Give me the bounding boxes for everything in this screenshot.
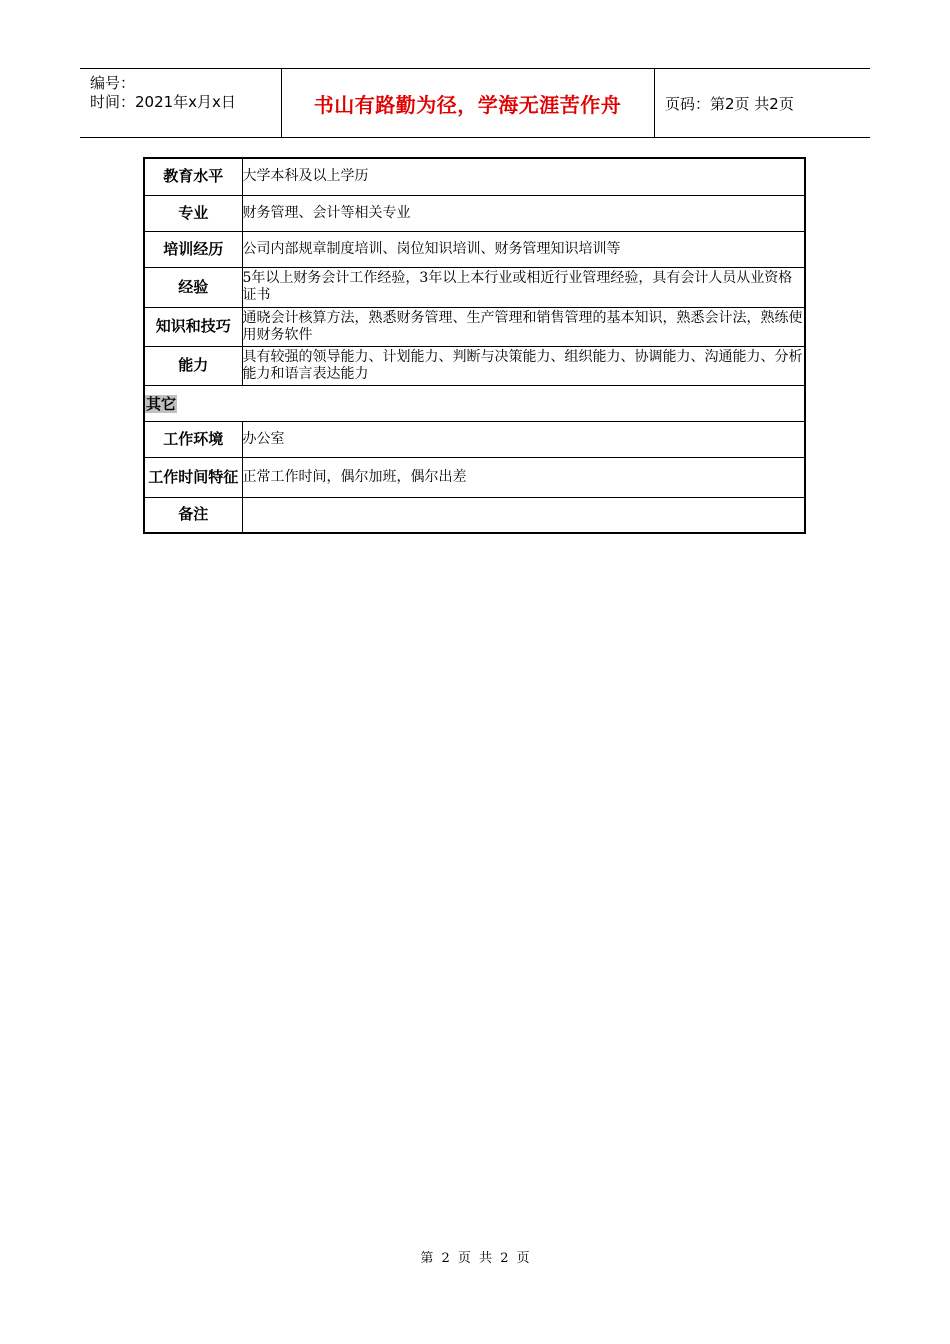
table-row: [144, 195, 805, 231]
row-value: 5年以上财务会计工作经验，3年以上本行业或相近行业管理经验，具有会计人员从业资格证书: [242, 267, 805, 307]
table-row: [144, 457, 805, 497]
row-label: 知识和技巧: [144, 307, 242, 346]
page-header: [80, 68, 870, 138]
row-label: 工作时间特征: [144, 457, 242, 497]
row-value: 公司内部规章制度培训、岗位知识培训、财务管理知识培训等: [242, 231, 805, 267]
header-left-cell: [80, 69, 282, 137]
row-value: 财务管理、会计等相关专业: [242, 195, 805, 231]
header-motto: 书山有路勤为径，学海无涯苦作舟: [313, 92, 622, 117]
job-requirements-table: [143, 157, 806, 534]
page-footer: 第 2 页 共 2 页: [420, 1251, 530, 1266]
document-number-label: 编号：: [90, 74, 136, 92]
row-value: 办公室: [242, 421, 805, 457]
table-row: [144, 267, 805, 307]
row-value: 通晓会计核算方法，熟悉财务管理、生产管理和销售管理的基本知识，熟悉会计法，熟练使用财务软件: [242, 307, 805, 346]
row-label: 教育水平: [144, 158, 242, 195]
section-cell: [144, 385, 805, 421]
row-label: 培训经历: [144, 231, 242, 267]
row-label: 专业: [144, 195, 242, 231]
header-page-cell: [655, 69, 870, 137]
table-row: [144, 307, 805, 346]
header-motto-cell: [281, 69, 655, 137]
row-value: 大学本科及以上学历: [242, 158, 805, 195]
row-value: 正常工作时间，偶尔加班，偶尔出差: [242, 457, 805, 497]
row-value: [242, 497, 805, 533]
row-value: 具有较强的领导能力、计划能力、判断与决策能力、组织能力、协调能力、沟通能力、分析能力和语言表达能力: [242, 346, 805, 385]
section-row: [144, 385, 805, 421]
document-date-label: 时间：2021年x月x日: [90, 93, 236, 111]
table-row: [144, 346, 805, 385]
table-row: [144, 231, 805, 267]
table-row: [144, 497, 805, 533]
row-label: 工作环境: [144, 421, 242, 457]
row-label: 能力: [144, 346, 242, 385]
row-label: 备注: [144, 497, 242, 533]
row-label: 经验: [144, 267, 242, 307]
table-row: [144, 421, 805, 457]
table-row: [144, 158, 805, 195]
section-title: 其它: [146, 394, 177, 413]
header-page-info: 页码：第2页 共2页: [665, 94, 794, 113]
